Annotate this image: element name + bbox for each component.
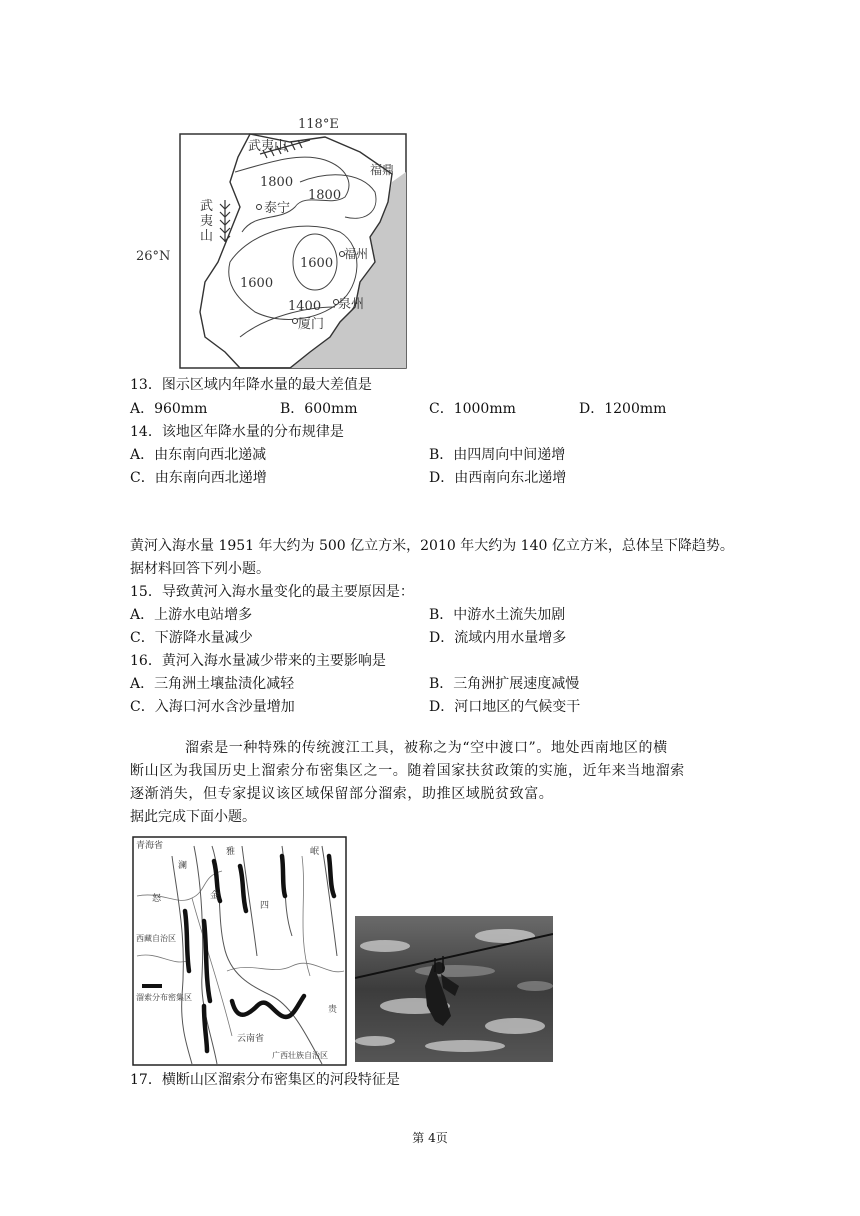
q14-option-a[interactable]: A．由东南向西北递减 [130,447,267,463]
passage-2-line-1: 黄河入海水量 1951 年大约为 500 亿立方米，2010 年大约为 140 亿立方米，总体呈下降趋势。 [130,538,734,554]
q13-option-b[interactable]: B．600mm [280,401,358,417]
isoline-1800-a: 1800 [260,175,294,190]
wuyi-label-char1: 武 [200,199,214,214]
q16-option-b[interactable]: B．三角洲扩展速度减慢 [429,676,580,692]
question-15-stem: 15．导致黄河入海水量变化的最主要原因是： [130,584,414,600]
jinsha-label: 金 [210,891,220,901]
precipitation-map-svg [130,112,410,374]
xizang-label: 西藏自治区 [136,934,176,943]
guangxi-label: 广西壮族自治区 [272,1051,328,1060]
isoline-1800-b: 1800 [308,188,342,203]
passage-3-line-1: 溜索是一种特殊的传统渡江工具，被称之为“空中渡口”。地处西南地区的横 [185,740,668,756]
zipline-photo-svg [355,916,553,1062]
wuyi-label-char3: 山 [200,229,214,244]
question-16-stem: 16．黄河入海水量减少带来的主要影响是 [130,653,386,669]
qinghai-label: 青海省 [136,841,164,851]
question-17-stem: 17．横断山区溜索分布密集区的河段特征是 [130,1072,400,1088]
taining-label: 泰宁 [264,201,291,216]
sichuan-label: 四 [260,901,270,911]
isoline-1400: 1400 [288,299,322,314]
latitude-label: 26°N [136,249,171,264]
yalong-label: 雅 [226,847,236,857]
passage-3-line-4: 据此完成下面小题。 [130,809,256,825]
q13-option-a[interactable]: A．960mm [130,401,208,417]
nu-label: 怒 [152,894,162,904]
q16-option-c[interactable]: C．入海口河水含沙量增加 [130,699,295,715]
q13-option-c[interactable]: C．1000mm [429,401,516,417]
q13-option-d[interactable]: D．1200mm [579,401,667,417]
q15-option-b[interactable]: B．中游水土流失加剧 [429,607,566,623]
isoline-1600-a: 1600 [300,256,334,271]
wuyi-mountain-label-top: 武夷山 [248,139,288,154]
zipline-photo [355,916,553,1062]
q14-option-b[interactable]: B．由四周向中间递增 [429,447,566,463]
isoline-1600-b: 1600 [240,276,274,291]
xiamen-label: 厦门 [298,317,325,332]
fuding-label: 福鼎 [370,163,395,177]
guizhou-label: 贵 [328,1005,338,1015]
q14-option-c[interactable]: C．由东南向西北递增 [130,470,267,486]
question-13-stem: 13．图示区域内年降水量的最大差值是 [130,377,372,393]
passage-2-line-2: 据材料回答下列小题。 [130,561,270,577]
legend-label: 溜索分布密集区 [136,993,192,1002]
passage-3-line-2: 断山区为我国历史上溜索分布密集区之一。随着国家扶贫政策的实施，近年来当地溜索 [130,763,685,779]
wuyi-label-char2: 夷 [200,214,214,229]
q15-option-d[interactable]: D．流域内用水量增多 [429,630,567,646]
q14-option-d[interactable]: D．由西南向东北递增 [429,470,567,486]
hengduan-map-svg [132,836,347,1066]
precipitation-map [130,112,410,374]
longitude-label: 118°E [298,117,339,132]
page-number: 第 4页 [412,1131,448,1145]
hengduan-map [132,836,347,1066]
question-14-stem: 14．该地区年降水量的分布规律是 [130,424,344,440]
min-label: 岷 [310,847,320,857]
fuzhou-label: 福州 [344,247,369,261]
q15-option-a[interactable]: A．上游水电站增多 [130,607,253,623]
q16-option-d[interactable]: D．河口地区的气候变干 [429,699,581,715]
yunnan-label: 云南省 [237,1034,265,1044]
q15-option-c[interactable]: C．下游降水量减少 [130,630,253,646]
quanzhou-label: 泉州 [338,297,365,312]
q16-option-a[interactable]: A．三角洲土壤盐渍化减轻 [130,676,295,692]
lancang-label: 澜 [178,861,188,871]
passage-3-line-3: 逐渐消失，但专家提议该区域保留部分溜索，助推区域脱贫致富。 [130,786,554,802]
